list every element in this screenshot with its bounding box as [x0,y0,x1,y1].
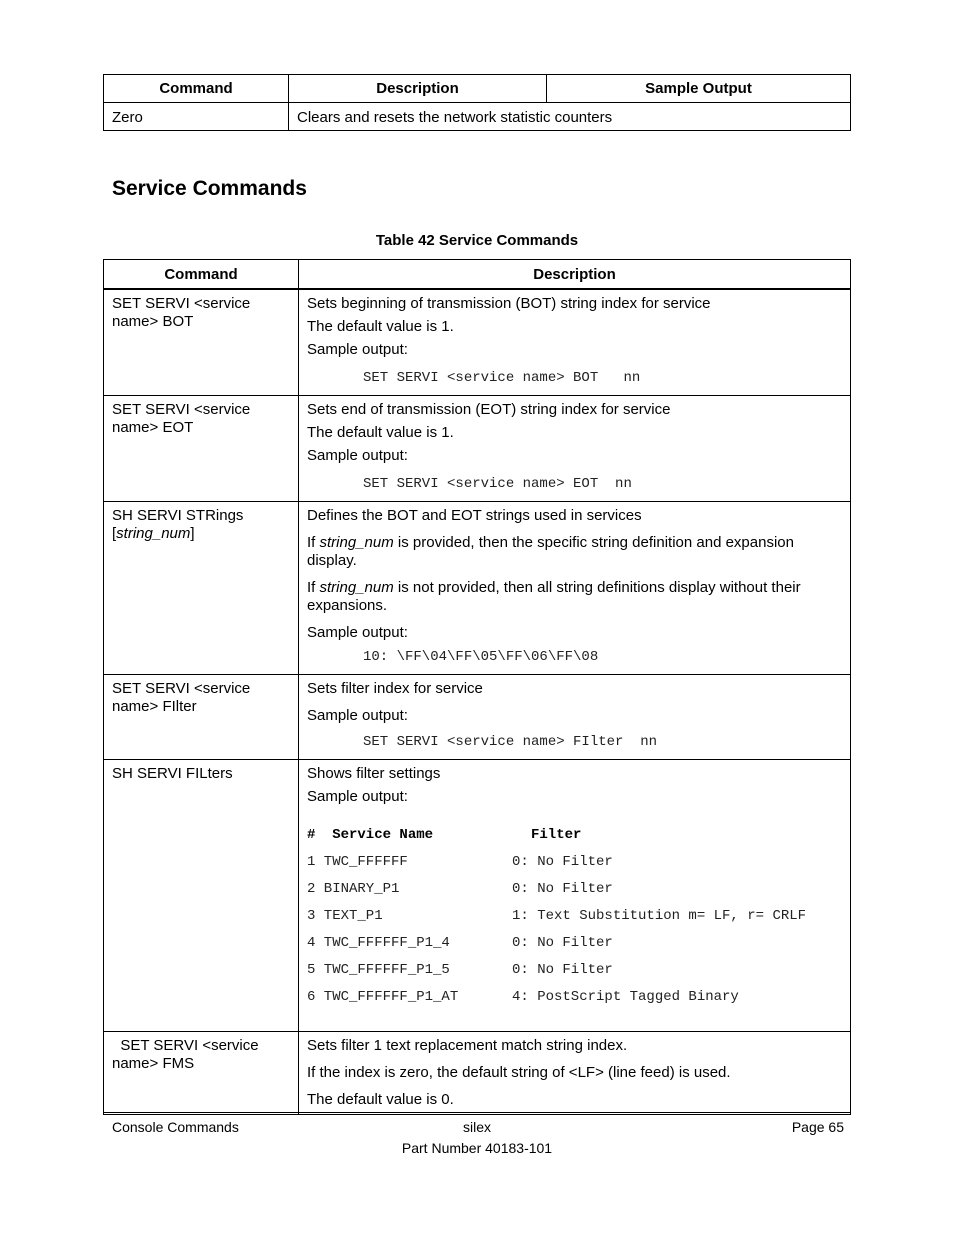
filter-value: 0: No Filter [512,881,613,897]
text-span: is provided, then the specific string definition and expansion display. [307,534,794,569]
section-title: Service Commands [112,177,307,200]
parameter-text: string_num [116,525,191,542]
command-text: name> FMS [112,1055,195,1072]
table-row [104,760,851,1032]
description-text: Sets filter index for service [307,680,483,697]
command-text: SH SERVI STRings [112,507,244,524]
table-row [104,675,851,760]
filter-row [307,907,842,934]
description-text [307,534,842,570]
description-cell [299,1032,851,1115]
description-text [307,579,842,615]
table-header-row [104,75,851,103]
filter-row [307,853,842,880]
filter-value: 0: No Filter [512,962,613,978]
command-text: SET SERVI <service [112,680,251,697]
sample-output: SET SERVI <service name> FIlter nn [363,734,658,750]
description-text: Defines the BOT and EOT strings used in services [307,507,642,524]
filter-row [307,988,842,1015]
service-commands-table [103,259,851,1115]
filter-table-header [307,826,842,853]
description-text: Sets end of transmission (EOT) string index for service [307,401,671,418]
command-cell [104,396,299,502]
footer-company: silex [462,1119,491,1135]
text-span: If [307,579,320,596]
description-text: The default value is 1. [307,424,454,441]
column-header-description: Description [289,75,547,103]
sample-output: SET SERVI <service name> EOT nn [363,476,632,492]
filter-header-filter: Filter [531,827,582,843]
command-cell [104,760,299,1032]
footer-page-number: Page 65 [791,1119,844,1135]
filter-value: 0: No Filter [512,935,613,951]
description-text: Sets filter 1 text replacement match string index. [307,1037,628,1054]
filter-row [307,934,842,961]
filter-service-name: 6 TWC_FFFFFF_P1_AT [307,989,459,1005]
filter-value: 1: Text Substitution m= LF, r= CRLF [512,908,807,924]
column-header-sample-output: Sample Output [547,75,851,103]
filter-service-name: 5 TWC_FFFFFF_P1_5 [307,962,450,978]
description-cell [299,675,851,760]
column-header-command: Command [104,260,299,290]
command-text: name> FIlter [112,698,197,715]
command-text: SET SERVI <service [112,1037,259,1054]
table-caption: Table 42 Service Commands [375,232,579,249]
description-text: The default value is 0. [307,1091,454,1108]
filter-service-name: 2 BINARY_P1 [307,881,400,897]
command-text: name> EOT [112,419,194,436]
footer-part-number: Part Number 40183-101 [401,1140,553,1156]
command-text: SH SERVI FILters [112,765,233,782]
command-text: name> BOT [112,313,194,330]
sample-output: SET SERVI <service name> BOT nn [363,370,641,386]
command-cell: Zero [104,103,289,131]
filter-header-service-name: # Service Name [307,827,434,843]
sample-output: 10: \FF\04\FF\05\FF\06\FF\08 [363,649,599,665]
description-text: Sets beginning of transmission (BOT) string index for service [307,295,711,312]
command-text: SET SERVI <service [112,401,251,418]
filter-row [307,880,842,907]
command-cell [104,1032,299,1115]
description-text: Shows filter settings [307,765,441,782]
description-text: If the index is zero, the default string of <LF> (line feed) is used. [307,1064,731,1081]
description-cell [299,396,851,502]
table-header-row [104,260,851,290]
command-text: SET SERVI <service [112,295,251,312]
filter-service-name: 4 TWC_FFFFFF_P1_4 [307,935,450,951]
description-text: Sample output: [307,624,408,641]
table-row [104,289,851,396]
filter-service-name: 1 TWC_FFFFFF [307,854,408,870]
bracket-close: ] [190,525,195,542]
text-span: is not provided, then all string definitions display without their expansions. [307,579,801,614]
bracket-open: [ [112,525,117,542]
description-text: Sample output: [307,341,408,358]
parameter-text: string_num [319,579,394,596]
description-cell [299,502,851,675]
command-cell [104,675,299,760]
column-header-description: Description [299,260,851,290]
table-row [104,103,851,131]
filter-service-name: 3 TEXT_P1 [307,908,383,924]
command-cell [104,502,299,675]
description-text: Sample output: [307,447,408,464]
description-cell [299,289,851,396]
table-row [104,502,851,675]
filter-value: 4: PostScript Tagged Binary [512,989,739,1005]
table-row [104,1032,851,1115]
command-cell [104,289,299,396]
footer-divider [103,1112,851,1113]
network-commands-table [103,74,851,131]
description-text: The default value is 1. [307,318,454,335]
description-cell: Clears and resets the network statistic counters [289,103,851,131]
footer-section-name: Console Commands [112,1119,239,1135]
description-text: Sample output: [307,788,408,805]
table-row [104,396,851,502]
parameter-text: string_num [319,534,394,551]
text-span: If [307,534,320,551]
filter-row [307,961,842,988]
filter-value: 0: No Filter [512,854,613,870]
description-cell [299,760,851,1032]
command-text [112,525,290,543]
description-text: Sample output: [307,707,408,724]
column-header-command: Command [104,75,289,103]
